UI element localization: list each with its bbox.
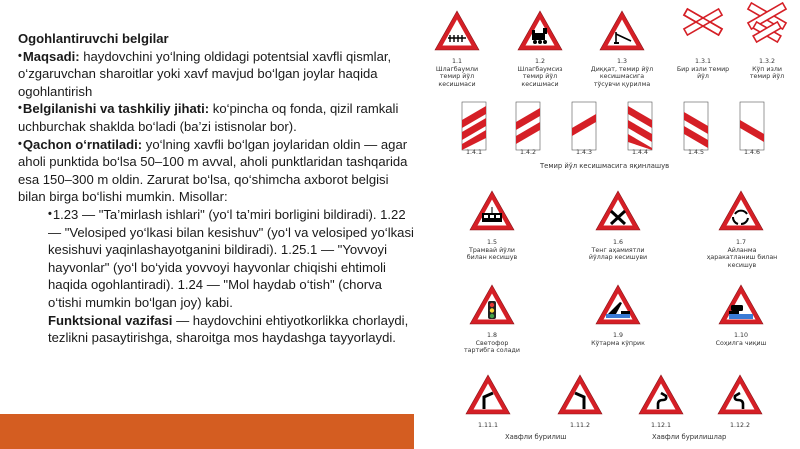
sign-1-11-2-number: 1.11.2 bbox=[569, 422, 591, 429]
sign-1-7-caption: Айланма ҳаракатланиш билан кесишув bbox=[706, 247, 778, 269]
purpose-label: Maqsadi: bbox=[22, 48, 80, 64]
sign-1-11-1-number: 1.11.1 bbox=[477, 422, 499, 429]
accent-bar bbox=[0, 414, 414, 449]
sign-1-12-2-number: 1.12.2 bbox=[729, 422, 751, 429]
sign-1-5-caption: Трамвай йўли билан кесишув bbox=[466, 247, 518, 262]
sign-1-3-1-caption: Бир изли темир йўл bbox=[676, 66, 730, 81]
sign-1-4-3-approach-board-icon bbox=[572, 102, 596, 150]
sign-1-1-railway-crossing-with-barrier-icon bbox=[435, 11, 479, 50]
sign-1-4-1-approach-board-icon bbox=[462, 102, 486, 150]
sign-1-4-3-number: 1.4.3 bbox=[575, 149, 593, 156]
sign-1-4-6-number: 1.4.6 bbox=[743, 149, 761, 156]
sign-1-2-caption: Шлагбаумсиз темир йўл кесишмаси bbox=[517, 66, 563, 88]
sign-1-11-2-dangerous-bend-icon bbox=[558, 375, 602, 414]
slide-heading: Ogohlantiruvchi belgilar bbox=[18, 31, 169, 46]
paragraph-placement: •Qachon o‘rnatiladi: yo‘lning xavfli bo‘lgan joylaridan oldin — agar aholi punktida bo‘lsa 50–100 m avval, aholi punktlaridan tashqarida esa 150–300 m oldin. Zarurat bo‘lsa, qo‘shimcha axborot belgisi bilan birga bo‘lishi mumkin. Misollar: bbox=[18, 136, 408, 205]
sign-1-3-2-caption: Кўп изли темир йўл bbox=[749, 66, 785, 81]
sign-1-9-drawbridge-icon bbox=[596, 285, 640, 324]
sign-1-7-roundabout-crossing-icon bbox=[719, 191, 763, 230]
sign-1-3-railway-barrier-device-icon bbox=[600, 11, 644, 50]
purpose-text: haydovchini yo‘lning oldidagi potentsial xavfli qismlar, o‘zgaruvchan sharoitlar yoki xavf mavjud bo‘lgan joylar haqida ogohlantirish bbox=[18, 48, 392, 99]
placement-text: yo‘lning xavfli bo‘lgan joylaridan oldin — agar aholi punktida bo‘lsa 50–100 m avval, aholi punktlaridan tashqarida esa 150–300 m oldin. Zarurat bo‘lsa, qo‘shimcha axborot belgisi bilan birga bo‘lishi mumkin. Misollar: bbox=[18, 136, 408, 205]
sign-1-4-1-number: 1.4.1 bbox=[465, 149, 483, 156]
sign-1-6-number: 1.6 bbox=[612, 239, 623, 246]
sign-1-10-embankment-exit-icon bbox=[719, 285, 763, 324]
paragraph-function bbox=[48, 312, 418, 347]
sign-1-12-2-dangerous-bends-icon bbox=[718, 375, 762, 414]
sign-1-7-number: 1.7 bbox=[735, 239, 746, 246]
sign-1-3-1-number: 1.3.1 bbox=[694, 58, 712, 65]
sign-1-6-caption: Тенг аҳамиятли йўллар кесишуви bbox=[588, 247, 648, 262]
sign-1-4-2-number: 1.4.2 bbox=[519, 149, 537, 156]
function-text: — haydovchini ehtiyotkorlikka chorlaydi, tezlikni pasaytirishga, sharoitga mos haydashga tayyorlaydi. bbox=[48, 312, 409, 346]
sign-1-2-number: 1.2 bbox=[534, 58, 545, 65]
sign-1-3-1-single-track-railway-icon bbox=[684, 9, 722, 35]
function-label: Funktsional vazifasi bbox=[48, 312, 173, 328]
sign-1-4-4-approach-board-icon bbox=[628, 102, 652, 150]
sign-1-10-caption: Соҳилга чиқиш bbox=[715, 340, 767, 347]
sign-1-1-number: 1.1 bbox=[451, 58, 462, 65]
sign-1-1-caption: Шлагбаумли темир йўл кесишмаси bbox=[435, 66, 479, 88]
sign-1-11-group-caption: Хавфли бурилиш bbox=[505, 433, 567, 441]
text-panel bbox=[18, 30, 418, 347]
sign-1-12-1-number: 1.12.1 bbox=[650, 422, 672, 429]
sign-1-8-caption: Светофор тартибга солади bbox=[464, 340, 520, 355]
sign-1-5-tram-crossing-icon bbox=[470, 191, 514, 230]
paragraph-purpose: •Maqsadi: haydovchini yo‘lning oldidagi potentsial xavfli qismlar, o‘zgaruvchan sharoitlar yoki xavf mavjud bo‘lgan joylar haqida ogohlantirish bbox=[18, 48, 392, 99]
sign-1-12-1-dangerous-bends-icon bbox=[639, 375, 683, 414]
sign-1-4-5-approach-board-icon bbox=[684, 102, 708, 150]
sign-1-3-number: 1.3 bbox=[616, 58, 627, 65]
examples-content: 1.23 — "Ta’mirlash ishlari" (yo‘l ta’miri borligini bildiradi). 1.22 — "Velosiped yo‘lkasi bilan kesishuv" (yo‘l va velosiped yo‘lkasi kesishuvi yaqinlashayotganini bildiradi). 1.25.1 — "Yovvoyi hayvonlar" (yo‘l bo‘yida yovvoyi hayvonlar chiqishi ehtimoli haqida ogohlantiradi). 1.24 — "Mol haydab o‘tish" (chorva o‘tishi mumkin bo‘lgan joy) kabi. bbox=[48, 206, 414, 310]
sign-1-3-caption: Диққат, темир йўл кесишмасига тўсувчи қурилма bbox=[590, 66, 654, 88]
sign-1-8-number: 1.8 bbox=[486, 332, 497, 339]
sign-1-4-4-number: 1.4.4 bbox=[631, 149, 649, 156]
sign-1-4-group-caption: Темир йўл кесишмасига яқинлашув bbox=[540, 162, 670, 170]
sign-1-4-5-number: 1.4.5 bbox=[687, 149, 705, 156]
placement-label: Qachon o‘rnatiladi: bbox=[22, 136, 143, 152]
sign-1-3-2-multi-track-railway-icon bbox=[748, 3, 786, 42]
design-label: Belgilanishi va tashkiliy jihati: bbox=[22, 101, 210, 117]
paragraph-design: •Belgilanishi va tashkiliy jihati: ko‘pincha oq fonda, qizil ramkali uchburchak shaklda bo‘ladi (ba’zi istisnolar bor). bbox=[18, 101, 399, 134]
warning-signs-image bbox=[420, 0, 800, 449]
sign-1-6-equal-roads-crossing-icon bbox=[596, 191, 640, 230]
sign-1-4-2-approach-board-icon bbox=[516, 102, 540, 150]
examples-block bbox=[48, 206, 418, 347]
sign-1-2-railway-crossing-without-barrier-icon bbox=[518, 11, 562, 50]
sign-1-12-group-caption: Хавфли бурилишлар bbox=[652, 433, 727, 441]
sign-1-8-traffic-light-icon bbox=[470, 285, 514, 324]
design-text: ko‘pincha oq fonda, qizil ramkali uchburchak shaklda bo‘ladi (ba’zi istisnolar bor). bbox=[18, 101, 399, 134]
sign-1-5-number: 1.5 bbox=[486, 239, 497, 246]
sign-1-4-6-approach-board-icon bbox=[740, 102, 764, 150]
sign-1-3-2-number: 1.3.2 bbox=[758, 58, 776, 65]
sign-1-11-1-dangerous-bend-icon bbox=[466, 375, 510, 414]
examples-text: •1.23 — "Ta’mirlash ishlari" (yo‘l ta’miri borligini bildiradi). 1.22 — "Velosiped yo‘lkasi bilan kesishuv" (yo‘l va velosiped yo‘lkasi kesishuvi yaqinlashayotganini bildiradi). 1.25.1 — "Yovvoyi hayvonlar" (yo‘l bo‘yida yovvoyi hayvonlar chiqishi ehtimoli haqida ogohlantiradi). 1.24 — "Mol haydab o‘tish" (chorva o‘tishi mumkin bo‘lgan joy) kabi. bbox=[48, 206, 414, 310]
sign-1-10-number: 1.10 bbox=[733, 332, 749, 339]
sign-1-9-number: 1.9 bbox=[612, 332, 623, 339]
sign-1-9-caption: Кўтарма кўприк bbox=[591, 340, 645, 347]
